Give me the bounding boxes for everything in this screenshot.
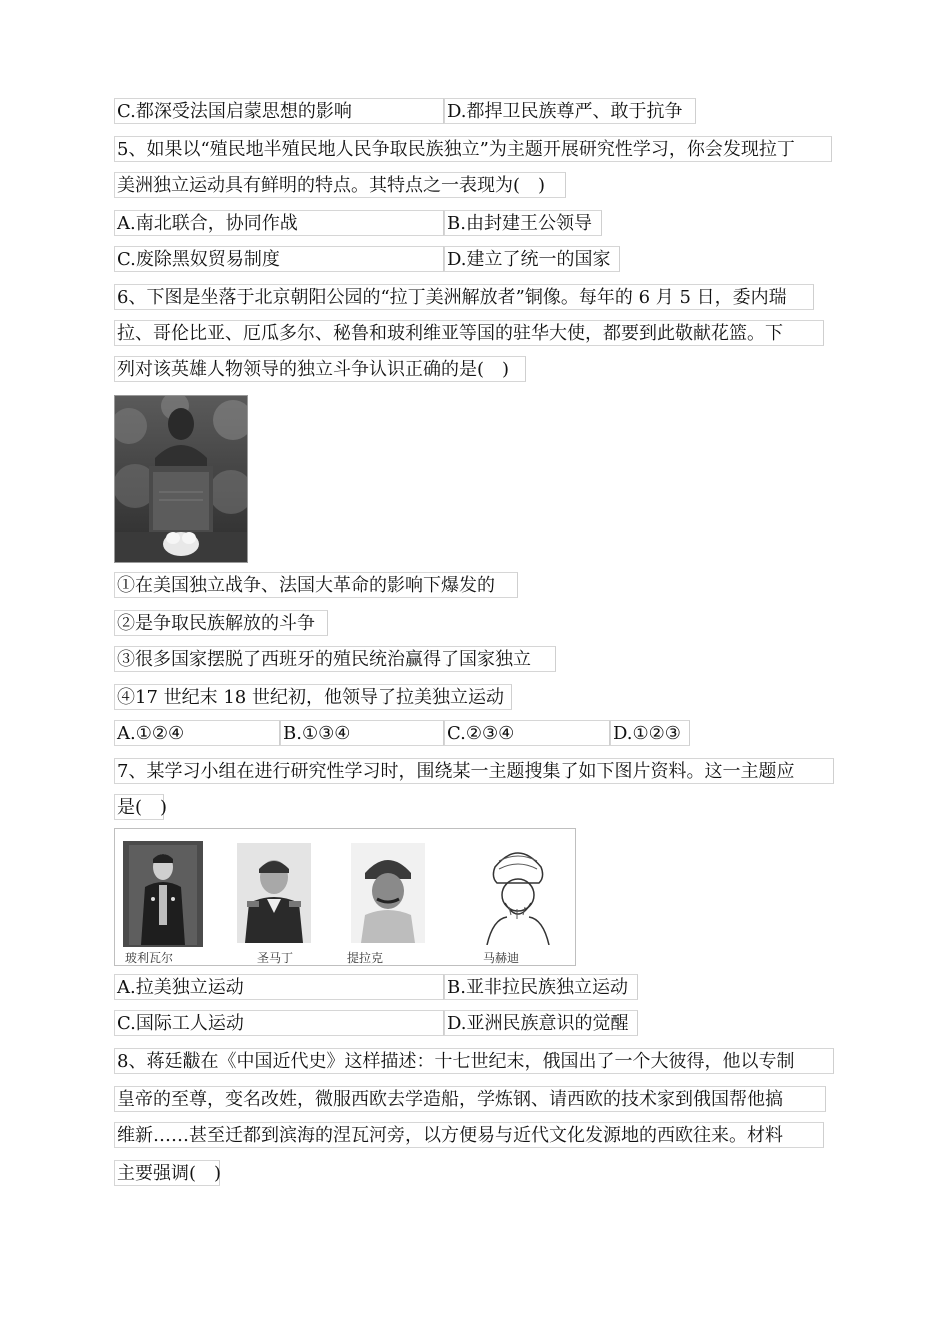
q7-option-c: C.国际工人运动 bbox=[114, 1010, 444, 1036]
q4-option-d: D.都捍卫民族尊严、敢于抗争 bbox=[444, 98, 696, 124]
q7-option-a: A.拉美独立运动 bbox=[114, 974, 444, 1000]
q8-stem-line-3: 维新……甚至迁都到滨海的涅瓦河旁，以方便易与近代文化发源地的西欧往来。材料 bbox=[114, 1122, 824, 1148]
q5-option-b: B.由封建王公领导 bbox=[444, 210, 602, 236]
q5-option-c: C.废除黑奴贸易制度 bbox=[114, 246, 444, 272]
san-martin-portrait bbox=[237, 843, 311, 943]
q6-option-a: A.①②④ bbox=[114, 720, 280, 746]
q5-option-d: D.建立了统一的国家 bbox=[444, 246, 620, 272]
q8-stem-line-2: 皇帝的至尊，变名改姓，微服西欧去学造船，学炼钢、请西欧的技术家到俄国帮他搞 bbox=[114, 1086, 826, 1112]
bolivar-statue-photo bbox=[114, 395, 248, 563]
q6-item-1: ①在美国独立战争、法国大革命的影响下爆发的 bbox=[114, 572, 518, 598]
q6-item-2: ②是争取民族解放的斗争 bbox=[114, 610, 328, 636]
portrait-caption-3: 提拉克 bbox=[347, 951, 384, 965]
q8-stem-line-4: 主要强调( ) bbox=[114, 1160, 220, 1186]
bolivar-portrait bbox=[123, 841, 203, 947]
q6-item-4: ④17 世纪末 18 世纪初，他领导了拉美独立运动 bbox=[114, 684, 512, 710]
q4-option-c: C.都深受法国启蒙思想的影响 bbox=[114, 98, 444, 124]
portraits-strip bbox=[114, 828, 576, 966]
q6-item-3: ③很多国家摆脱了西班牙的殖民统治赢得了国家独立 bbox=[114, 646, 556, 672]
portrait-caption-4: 马赫迪 bbox=[483, 951, 520, 965]
q7-option-b: B.亚非拉民族独立运动 bbox=[444, 974, 638, 1000]
q6-option-b: B.①③④ bbox=[280, 720, 444, 746]
q6-option-c: C.②③④ bbox=[444, 720, 610, 746]
q5-stem-line-1: 5、如果以“殖民地半殖民地人民争取民族独立”为主题开展研究性学习，你会发现拉丁 bbox=[114, 136, 832, 162]
portrait-caption-2: 圣马丁 bbox=[257, 951, 294, 965]
q8-stem-line-1: 8、蒋廷黻在《中国近代史》这样描述：十七世纪末，俄国出了一个大彼得，他以专制 bbox=[114, 1048, 834, 1074]
q5-option-a: A.南北联合，协同作战 bbox=[114, 210, 444, 236]
q6-stem-line-1: 6、下图是坐落于北京朝阳公园的“拉丁美洲解放者”铜像。每年的 6 月 5 日，委内瑞 bbox=[114, 284, 814, 310]
q6-option-d: D.①②③ bbox=[610, 720, 690, 746]
q7-stem-line-1: 7、某学习小组在进行研究性学习时，围绕某一主题搜集了如下图片资料。这一主题应 bbox=[114, 758, 834, 784]
q6-stem-line-3: 列对该英雄人物领导的独立斗争认识正确的是( ) bbox=[114, 356, 526, 382]
statue-image bbox=[115, 396, 247, 562]
q5-stem-line-2: 美洲独立运动具有鲜明的特点。其特点之一表现为( ) bbox=[114, 172, 566, 198]
q7-stem-line-2: 是( ) bbox=[114, 794, 164, 820]
tilak-portrait bbox=[351, 843, 425, 943]
q6-stem-line-2: 拉、哥伦比亚、厄瓜多尔、秘鲁和玻利维亚等国的驻华大使，都要到此敬献花篮。下 bbox=[114, 320, 824, 346]
q7-option-d: D.亚洲民族意识的觉醒 bbox=[444, 1010, 638, 1036]
portrait-caption-1: 玻利瓦尔 bbox=[125, 951, 174, 965]
mahdi-portrait bbox=[473, 833, 563, 945]
